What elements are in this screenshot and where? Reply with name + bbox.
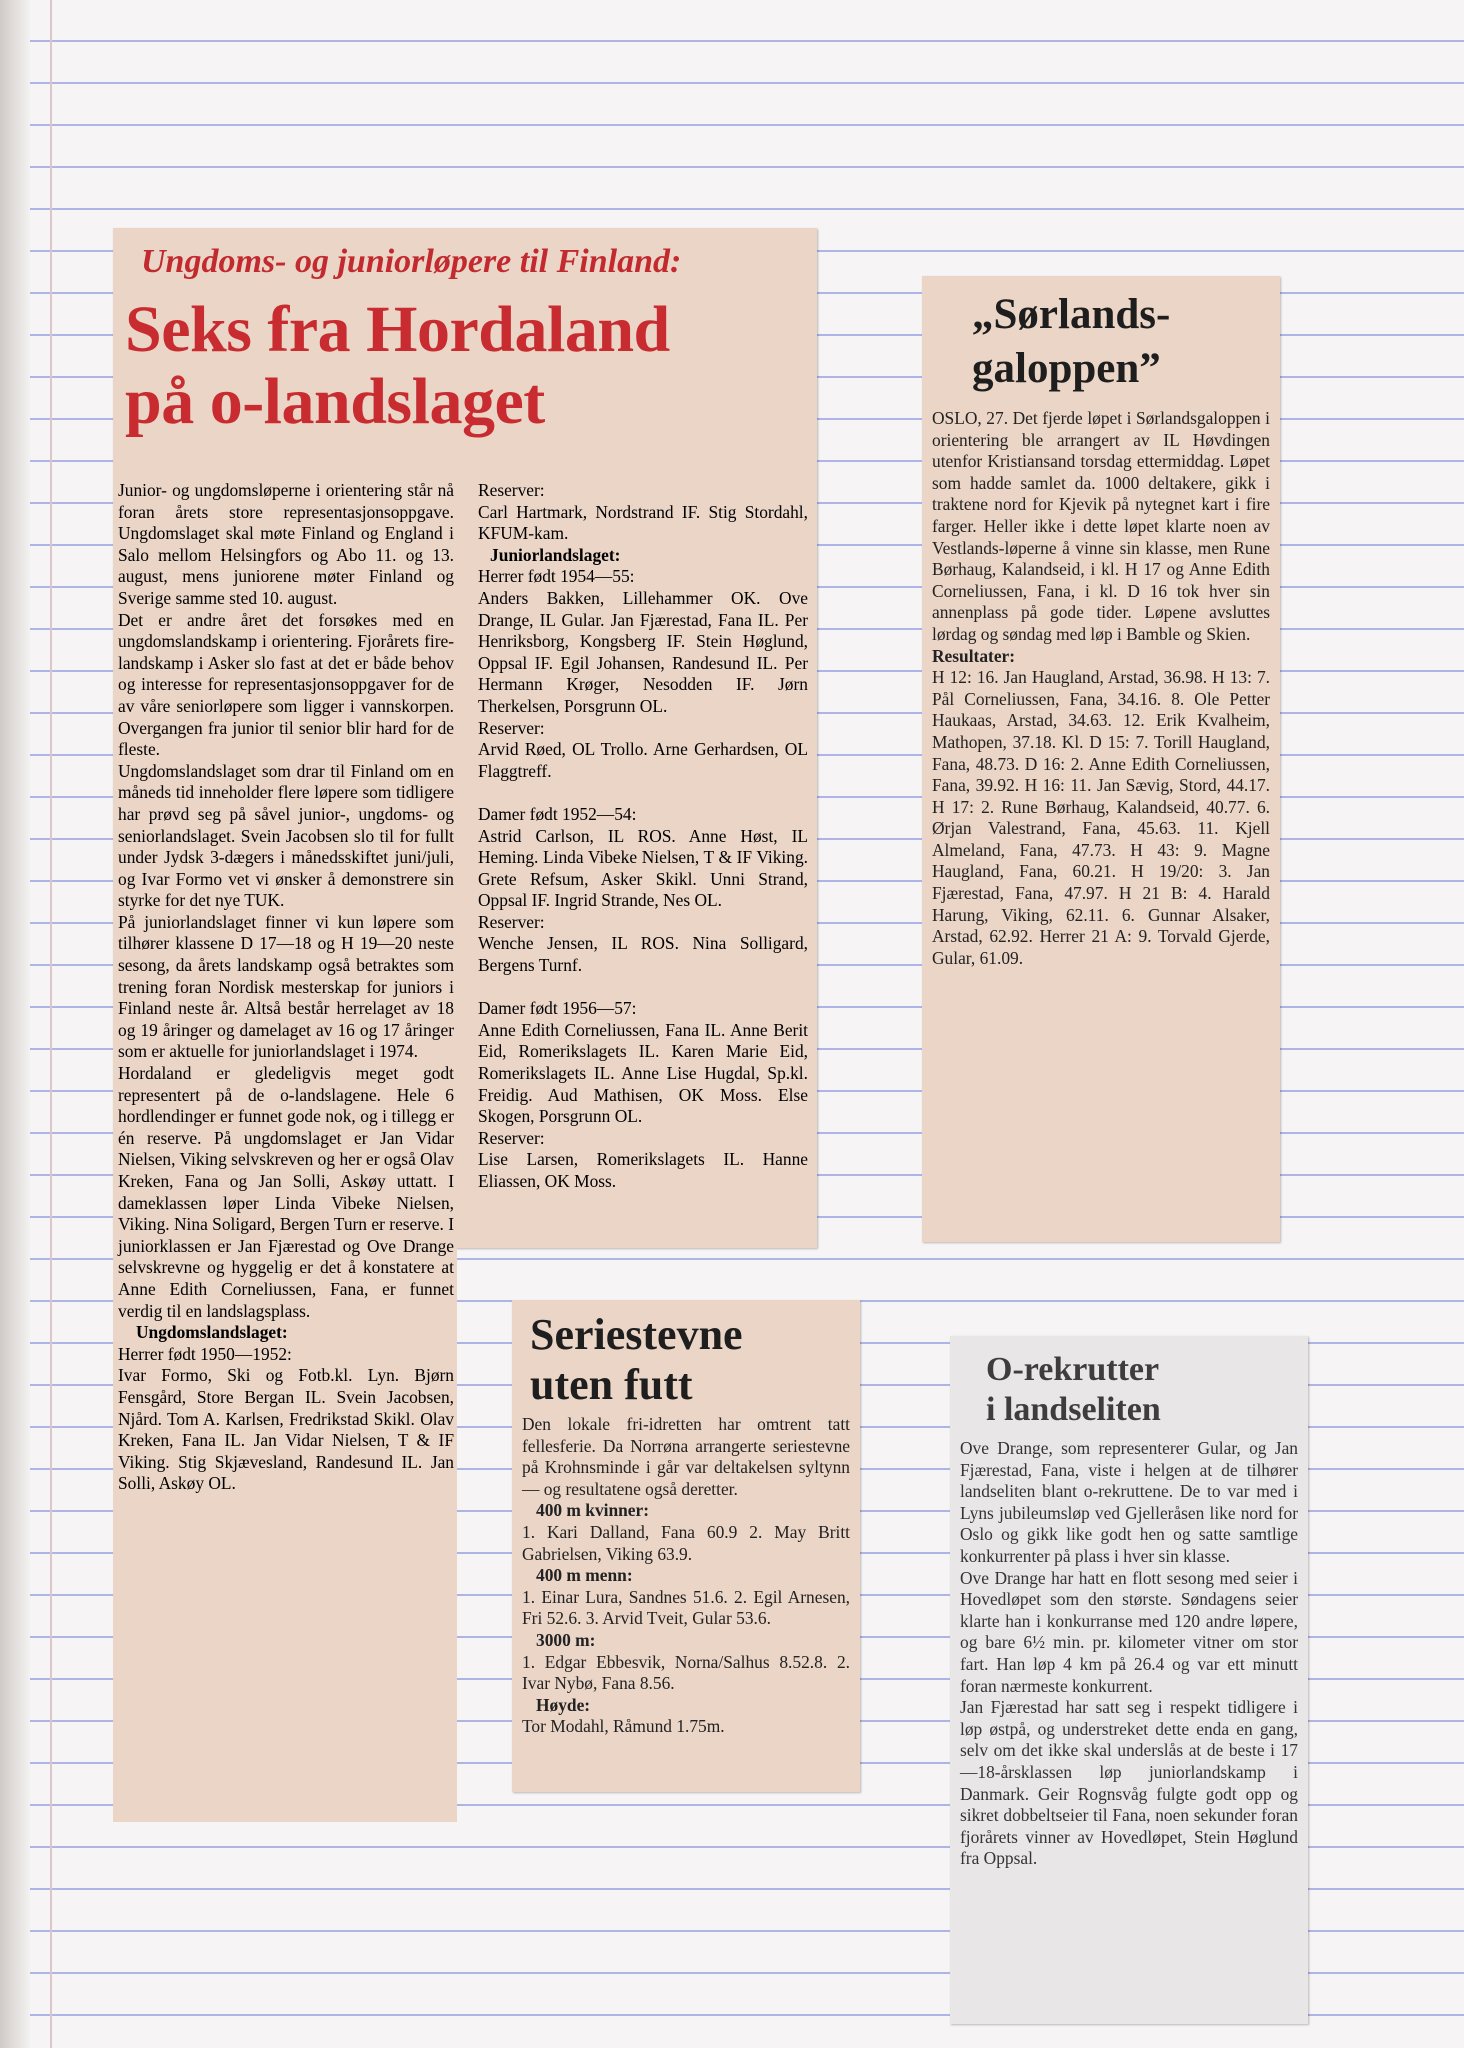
article1-col1-subhead: Ungdomslandslaget:: [136, 1322, 288, 1343]
article2-body: OSLO, 27. Det fjerde løpet i Sørlandsgaloppen i orientering ble arrangert av IL Høvdingen utenfor Kristiansand torsdag ettermiddag. Løpet som hadde samlet da. 1000 deltakere, gikk i traktene nord for Kjevik på nytegnet kart i fire farger. Heller ikke i dette løpet klarte noen av Vestlands-løperne å vinne sin klasse, men Rune Børhaug, Kalandseid, i kl. H 17 og Anne Edith Corneliussen, Fana, i kl. D 16 tok hver sin annenplass på gode tider. Løpene avsluttes lørdag og søndag med løp i Bamble og Skien.: [932, 408, 1270, 644]
article1-column1: [118, 480, 454, 1495]
article1-headline: Seks fra Hordaland på o-landslaget: [125, 293, 670, 438]
article2-results: H 12: 16. Jan Haugland, Arstad, 36.98. H 13: 7. Pål Corneliussen, Fana, 34.16. 8. Ole Petter Haukaas, Arstad, 34.63. 12. Erik Kvalheim, Mathopen, 37.18. Kl. D 15: 7. Torill Haugland, Fana, 48.73. D 16: 2. Anne Edith Corneliussen, Fana, 39.92. H 16: 11. Jan Sævig, Stord, 44.17. H 17: 2. Rune Børhaug, Kalandseid, 40.77. 6. Ørjan Valestrand, Fana, 45.63. 11. Kjell Almeland, Fana, 47.73. H 43: 9. Magne Haugland, Fana, 60.21. H 19/20: 3. Jan Fjærestad, Fana, 47.97. H 21 B: 4. Harald Harung, Viking, 62.11. 6. Gunnar Alsaker, Arstad, 62.92. Herrer 21 A: 9. Torvald Gjerde, Gular, 61.09.: [932, 667, 1270, 968]
article3-res-high-jump: Tor Modahl, Råmund 1.75m.: [522, 1716, 725, 1737]
article2-headline: „Sørlands- galoppen”: [972, 291, 1171, 392]
article3-headline: Seriestevne uten futt: [530, 1310, 743, 1409]
article3-res-400m-men: 1. Einar Lura, Sandnes 51.6. 2. Egil Arnesen, Fri 52.6. 3. Arvid Tveit, Gular 53.6.: [522, 1586, 850, 1629]
margin-line: [50, 0, 52, 2048]
article1-col2-text: Herrer født 1954—55: Anders Bakken, Lillehammer OK. Ove Drange, IL Gular. Jan Fjærestad, Fana IL. Per Henriksborg, Kongsberg IF. Stein Høglund, Oppsal IF. Egil Johansen, Randesund IL. Per Hermann Krøger, Nesodden IF. Jørn Therkelsen, Porsgrunn OL. Reserver: Arvid Røed, OL Trollo. Arne Gerhardsen, OL Flaggtreff. Damer født 1952—54: Astrid Carlson, IL ROS. Anne Høst, IL Heming. Linda Vibeke Nielsen, T & IF Viking. Grete Refsum, Asker Skikl. Unni Strand, Oppsal IF. Ingrid Strande, Nes OL. Reserver: Wenche Jensen, IL ROS. Nina Solligard, Bergens Turnf. Damer født 1956—57: Anne Edith Corneliussen, Fana IL. Anne Berit Eid, Romerikslagets IL. Karen Marie Eid, Romerikslagets IL. Anne Lise Hugdal, Sp.kl. Freidig. Aud Mathisen, OK Moss. Else Skogen, Porsgrunn OL. Reserver: Lise Larsen, Romerikslagets IL. Hanne Eliassen, OK Moss.: [478, 566, 808, 1191]
article2-results-label: Resultater:: [932, 645, 1016, 666]
article3-res-400m-women: 1. Kari Dalland, Fana 60.9 2. May Britt Gabrielsen, Viking 63.9.: [522, 1521, 850, 1564]
clipping-seriestevne: [512, 1300, 860, 1792]
article3-sub-400m-men: 400 m menn:: [536, 1565, 633, 1586]
article4-headline: O-rekrutter i landseliten: [986, 1351, 1161, 1428]
article3-res-3000m: 1. Edgar Ebbesvik, Norna/Salhus 8.52.8. 2. Ivar Nybø, Fana 8.56.: [522, 1651, 850, 1694]
article3-body: Den lokale fri-idretten har omtrent tatt fellesferie. Da Norrøna arrangerte seriestevne på Krohnsminde i går var deltakelsen syltynn — og resultatene også deretter.: [522, 1414, 850, 1499]
clipping-o-rekrutter: [950, 1336, 1308, 2024]
article3-sub-high-jump: Høyde:: [536, 1694, 591, 1715]
article1-kicker: Ungdoms- og juniorløpere til Finland:: [141, 243, 682, 280]
binding-shadow: [0, 0, 30, 2048]
clipping-sorlandsgaloppen: [922, 276, 1280, 1242]
article1-column2: [478, 480, 808, 1193]
article3-sub-400m-women: 400 m kvinner:: [536, 1500, 650, 1521]
article1-col1-tail: Herrer født 1950—1952: Ivar Formo, Ski og Fotb.kl. Lyn. Bjørn Fensgård, Store Bergan IL. Svein Jacobsen, Njård. Tom A. Karlsen, Fredrikstad Skikl. Olav Kreken, Fana IL. Jan Vidar Nielsen, T & IF Viking. Stig Skjævesland, Randesund IL. Jan Solli, Askøy OL.: [118, 1343, 454, 1494]
article3-sub-3000m: 3000 m:: [536, 1629, 596, 1650]
article1-col2-subhead: Juniorlandslaget:: [490, 544, 621, 565]
article1-col2-reserves: Reserver: Carl Hartmark, Nordstrand IF. Stig Stordahl, KFUM-kam.: [478, 480, 808, 544]
article1-col1-text: Junior- og ungdomsløperne i orientering står nå foran årets store representasjonsoppgave. Ungdomslaget skal møte Finland og England i Salo mellom Helsingfors og Abo 11. og 13. august, mens juniorene møter Finland og Sverige samme sted 10. august. Det er andre året det forsøkes med en ungdomslandskamp i orientering. Fjorårets fire-landskamp i Asker slo fast at det er både behov og interesse for representasjonsoppgaver for de av våre seniorløpere som ligger i vannskorpen. Overgangen fra junior til senior blir hard for de fleste. Ungdomslandslaget som drar til Finland om en måneds tid inneholder flere løpere som tidligere har prøvd seg på såvel junior-, ungdoms- og seniorlandslaget. Svein Jacobsen slo til for fullt under Jydsk 3-dægers i månedsskiftet juni/juli, og Ivar Formo vet vi ønsker å demonstrere sin styrke for det nye TUK. På juniorlandslaget finner vi kun løpere som tilhører klassene D 17—18 og H 19—20 neste sesong, da årets landskamp også betraktes som trening foran Nordisk mesterskap for juniors i Finland neste år. Altså består herrelaget av 18 og 19 åringer og damelaget av 16 og 17 åringer som er aktuelle for juniorlandslaget i 1974. Hordaland er gledeligvis meget godt representert på de o-landslagene. Hele 6 hordlendinger er funnet gode nok, og i tillegg er én reserve. På ungdomslaget er Jan Vidar Nielsen, Viking selvskreven og her er også Olav Kreken, Fana og Jan Solli, Askøy uttatt. I dameklassen løper Linda Vibeke Nielsen, Viking. Nina Soligard, Bergen Turn er reserve. I juniorklassen er Jan Fjærestad og Ove Drange selvskrevne og hyggelig er det å konstatere at Anne Edith Corneliussen, Fana, er funnet verdig til en landslagsplass.: [118, 480, 454, 1321]
article4-body: Ove Drange, som representerer Gular, og Jan Fjærestad, Fana, viste i helgen at de tilhører landseliten blant o-rekruttene. De to var med i Lyns jubileumsløp ved Gjelleråsen like nord for Oslo og gikk like godt hen og satte samtlige konkurrenter på plass i hver sin klasse. Ove Drange har hatt en flott sesong med seier i Hovedløpet som den største. Søndagens seier klarte han i konkurranse med 120 andre løpere, og bare 6½ min. pr. kilometer vitner om stor fart. Han løp 4 km på 26.4 og var ett minutt foran nærmeste konkurrent. Jan Fjærestad har satt seg i respekt tidligere i løp østpå, og understreket dette enda en gang, selv om det ikke skal underslås at de beste i 17—18-årsklassen løp juniorlandskamp i Danmark. Geir Rognsvåg fulgte godt opp og sikret dobbeltseier til Fana, noen sekunder foran fjorårets vinner av Hovedløpet, Stein Høglund fra Oppsal.: [960, 1438, 1298, 1869]
